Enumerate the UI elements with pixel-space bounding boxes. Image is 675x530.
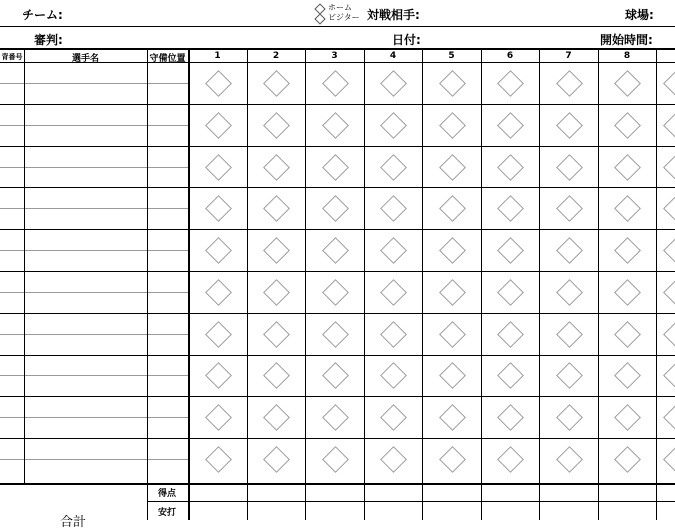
player-name-column-header: 選手名	[71, 54, 99, 64]
base-diamond-icon[interactable]	[263, 321, 290, 348]
base-diamond-icon[interactable]	[380, 112, 407, 139]
base-diamond-icon[interactable]	[205, 70, 232, 97]
batting-slot-border	[0, 146, 675, 147]
base-diamond-icon[interactable]	[205, 362, 232, 389]
batting-slot-border	[0, 104, 675, 105]
opponent-label: 対戦相手:	[367, 8, 420, 22]
substitute-row-line	[0, 208, 188, 209]
base-diamond-icon[interactable]	[439, 70, 466, 97]
base-diamond-icon[interactable]	[497, 404, 524, 431]
base-diamond-icon[interactable]	[439, 112, 466, 139]
base-diamond-icon[interactable]	[263, 195, 290, 222]
total-label: 合計	[60, 515, 87, 530]
base-diamond-icon[interactable]	[556, 195, 583, 222]
visitor-option-diamond-icon[interactable]	[314, 13, 325, 24]
base-diamond-icon[interactable]	[205, 154, 232, 181]
umpire-label: 審判:	[34, 33, 63, 47]
base-diamond-icon[interactable]	[556, 70, 583, 97]
base-diamond-icon[interactable]	[663, 70, 675, 97]
substitute-row-line	[0, 83, 188, 84]
base-diamond-icon[interactable]	[380, 362, 407, 389]
base-diamond-icon[interactable]	[497, 237, 524, 264]
base-diamond-icon[interactable]	[556, 446, 583, 473]
inning-header-5: 5	[448, 51, 455, 61]
substitute-row-line	[0, 375, 188, 376]
substitute-row-line	[0, 334, 188, 335]
inning-header-6: 6	[506, 51, 514, 61]
base-diamond-icon[interactable]	[439, 195, 466, 222]
base-diamond-icon[interactable]	[322, 321, 349, 348]
base-diamond-icon[interactable]	[556, 362, 583, 389]
base-diamond-icon[interactable]	[556, 279, 583, 306]
base-diamond-icon[interactable]	[614, 154, 641, 181]
batting-slot-border	[0, 396, 675, 397]
substitute-row-line	[0, 292, 188, 293]
base-diamond-icon[interactable]	[614, 362, 641, 389]
base-diamond-icon[interactable]	[380, 321, 407, 348]
inning-column-border	[247, 48, 248, 520]
substitute-row-line	[0, 125, 188, 126]
base-diamond-icon[interactable]	[263, 70, 290, 97]
base-diamond-icon[interactable]	[614, 237, 641, 264]
base-diamond-icon[interactable]	[380, 404, 407, 431]
ballpark-label: 球場:	[625, 8, 654, 22]
batting-slot-border	[0, 355, 675, 356]
base-diamond-icon[interactable]	[263, 112, 290, 139]
base-diamond-icon[interactable]	[497, 362, 524, 389]
base-diamond-icon[interactable]	[205, 321, 232, 348]
table-top-border	[0, 48, 675, 50]
base-diamond-icon[interactable]	[380, 279, 407, 306]
base-diamond-icon[interactable]	[663, 279, 675, 306]
substitute-row-line	[0, 250, 188, 251]
base-diamond-icon[interactable]	[439, 237, 466, 264]
base-diamond-icon[interactable]	[439, 404, 466, 431]
substitute-row-line	[0, 459, 188, 460]
base-diamond-icon[interactable]	[556, 404, 583, 431]
inning-column-border	[481, 48, 482, 520]
name-column-border	[147, 48, 148, 520]
base-diamond-icon[interactable]	[663, 154, 675, 181]
base-diamond-icon[interactable]	[614, 446, 641, 473]
visitor-option-label: ビジター	[328, 13, 360, 22]
footer-middle-border	[147, 501, 675, 502]
base-diamond-icon[interactable]	[322, 237, 349, 264]
base-diamond-icon[interactable]	[205, 404, 232, 431]
base-diamond-icon[interactable]	[663, 237, 675, 264]
base-diamond-icon[interactable]	[497, 321, 524, 348]
base-diamond-icon[interactable]	[439, 362, 466, 389]
base-diamond-icon[interactable]	[497, 195, 524, 222]
base-diamond-icon[interactable]	[614, 70, 641, 97]
substitute-row-line	[0, 417, 188, 418]
inning-header-7: 7	[565, 51, 572, 61]
position-column-header: 守備位置	[149, 54, 186, 64]
inning-column-border	[598, 48, 599, 520]
base-diamond-icon[interactable]	[380, 237, 407, 264]
base-diamond-icon[interactable]	[380, 154, 407, 181]
base-diamond-icon[interactable]	[322, 446, 349, 473]
batting-slot-border	[0, 438, 675, 439]
hits-row-label: 安打	[157, 508, 176, 518]
base-diamond-icon[interactable]	[263, 237, 290, 264]
number-column-header: 背番号	[1, 53, 23, 61]
base-diamond-icon[interactable]	[556, 237, 583, 264]
base-diamond-icon[interactable]	[380, 195, 407, 222]
base-diamond-icon[interactable]	[205, 112, 232, 139]
base-diamond-icon[interactable]	[322, 154, 349, 181]
base-diamond-icon[interactable]	[322, 70, 349, 97]
number-column-border	[24, 48, 25, 483]
header-divider	[0, 26, 675, 27]
base-diamond-icon[interactable]	[614, 195, 641, 222]
base-diamond-icon[interactable]	[614, 279, 641, 306]
base-diamond-icon[interactable]	[556, 321, 583, 348]
base-diamond-icon[interactable]	[497, 154, 524, 181]
base-diamond-icon[interactable]	[322, 112, 349, 139]
inning-header-2: 2	[272, 51, 280, 61]
team-label: チーム:	[22, 8, 63, 22]
base-diamond-icon[interactable]	[663, 195, 675, 222]
base-diamond-icon[interactable]	[322, 279, 349, 306]
runs-row-label: 得点	[157, 489, 176, 499]
substitute-row-line	[0, 167, 188, 168]
base-diamond-icon[interactable]	[439, 321, 466, 348]
batting-slot-border	[0, 187, 675, 188]
base-diamond-icon[interactable]	[556, 154, 583, 181]
batting-slot-border	[0, 313, 675, 314]
base-diamond-icon[interactable]	[439, 279, 466, 306]
inning-column-border	[305, 48, 306, 520]
base-diamond-icon[interactable]	[614, 404, 641, 431]
base-diamond-icon[interactable]	[263, 446, 290, 473]
base-diamond-icon[interactable]	[556, 112, 583, 139]
batting-slot-border	[0, 271, 675, 272]
inning-column-border	[539, 48, 540, 520]
start-time-label: 開始時間:	[600, 33, 653, 47]
base-diamond-icon[interactable]	[322, 195, 349, 222]
base-diamond-icon[interactable]	[439, 446, 466, 473]
base-diamond-icon[interactable]	[205, 195, 232, 222]
base-diamond-icon[interactable]	[497, 279, 524, 306]
inning-header-1: 1	[214, 51, 221, 61]
base-diamond-icon[interactable]	[663, 112, 675, 139]
home-option-label: ホーム	[328, 3, 352, 12]
position-column-border	[188, 48, 190, 520]
base-diamond-icon[interactable]	[380, 70, 407, 97]
date-label: 日付:	[392, 33, 421, 47]
base-diamond-icon[interactable]	[205, 237, 232, 264]
inning-header-3: 3	[331, 51, 338, 61]
base-diamond-icon[interactable]	[497, 70, 524, 97]
inning-column-border	[364, 48, 365, 520]
batting-slot-border	[0, 229, 675, 230]
inning-column-border	[656, 48, 657, 520]
base-diamond-icon[interactable]	[663, 404, 675, 431]
base-diamond-icon[interactable]	[663, 446, 675, 473]
base-diamond-icon[interactable]	[205, 446, 232, 473]
inning-column-border	[422, 48, 423, 520]
base-diamond-icon[interactable]	[663, 321, 675, 348]
inning-header-4: 4	[389, 51, 397, 61]
base-diamond-icon[interactable]	[614, 321, 641, 348]
inning-header-8: 8	[623, 51, 631, 61]
footer-top-border	[0, 483, 675, 485]
base-diamond-icon[interactable]	[322, 404, 349, 431]
base-diamond-icon[interactable]	[263, 362, 290, 389]
base-diamond-icon[interactable]	[263, 404, 290, 431]
base-diamond-icon[interactable]	[322, 362, 349, 389]
base-diamond-icon[interactable]	[439, 154, 466, 181]
base-diamond-icon[interactable]	[497, 112, 524, 139]
base-diamond-icon[interactable]	[263, 279, 290, 306]
base-diamond-icon[interactable]	[614, 112, 641, 139]
base-diamond-icon[interactable]	[497, 446, 524, 473]
base-diamond-icon[interactable]	[663, 362, 675, 389]
base-diamond-icon[interactable]	[380, 446, 407, 473]
base-diamond-icon[interactable]	[263, 154, 290, 181]
base-diamond-icon[interactable]	[205, 279, 232, 306]
